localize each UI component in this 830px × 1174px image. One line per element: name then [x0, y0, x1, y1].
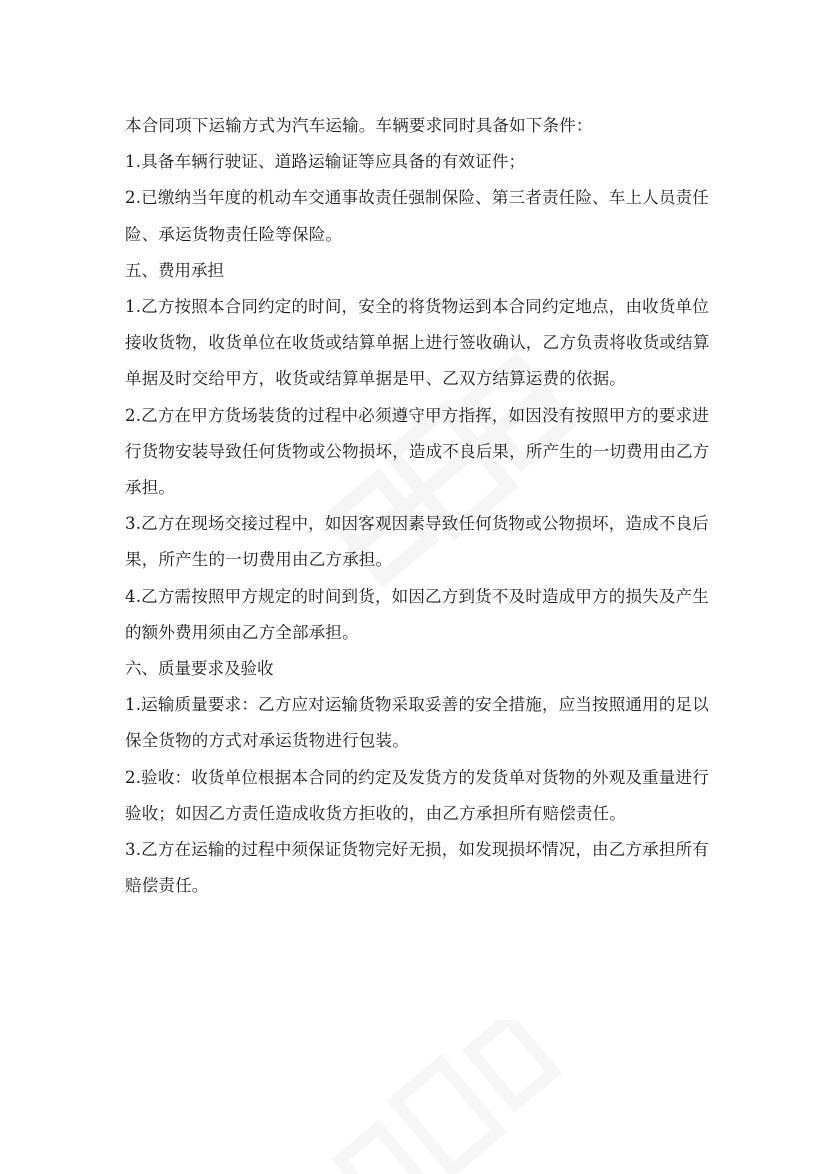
section-heading-quality: 六、质量要求及验收	[125, 659, 274, 679]
paragraph-transport-method: 本合同项下运输方式为汽车运输。车辆要求同时具备如下条件：	[125, 116, 593, 135]
paragraph-vehicle-insurance: 2.已缴纳当年度的机动车交通事故责任强制保险、第三者责任险、车上人员责任险、承运货物责任险等保险。	[125, 188, 709, 244]
watermark-logo-bottom	[300, 1020, 600, 1174]
paragraph-quality-3: 3.乙方在运输的过程中须保证货物完好无损，如发现损坏情况，由乙方承担所有赔偿责任。	[125, 840, 709, 896]
paragraph-cost-3: 3.乙方在现场交接过程中，如因客观因素导致任何货物或公物损坏，造成不良后果，所产生的一切费用由乙方承担。	[125, 514, 709, 570]
paragraph-quality-2: 2.验收：收货单位根据本合同的约定及发货方的发货单对货物的外观及重量进行验收；如因乙方责任造成收货方拒收的，由乙方承担所有赔偿责任。	[125, 767, 709, 823]
paragraph-cost-1: 1.乙方按照本合同约定的时间，安全的将货物运到本合同约定地点，由收货单位接收货物，收货单位在收货或结算单据上进行签收确认，乙方负责将收货或结算单据及时交给甲方，收货或结算单据是甲、乙双方结算运费的依据。	[125, 297, 710, 389]
paragraph-cost-4: 4.乙方需按照甲方规定的时间到货，如因乙方到货不及时造成甲方的损失及产生的额外费用须由乙方全部承担。	[125, 586, 709, 642]
paragraph-cost-2: 2.乙方在甲方货场装货的过程中必须遵守甲方指挥，如因没有按照甲方的要求进行货物安装导致任何货物或公物损坏，造成不良后果，所产生的一切费用由乙方承担。	[125, 405, 710, 498]
section-heading-cost: 五、费用承担	[125, 260, 224, 280]
document-body	[125, 108, 715, 904]
paragraph-vehicle-certificates: 1.具备车辆行驶证、道路运输证等应具备的有效证件；	[125, 152, 526, 172]
paragraph-quality-1: 1.运输质量要求：乙方应对运输货物采取妥善的安全措施，应当按照通用的足以保全货物的方式对承运货物进行包装。	[125, 695, 709, 751]
